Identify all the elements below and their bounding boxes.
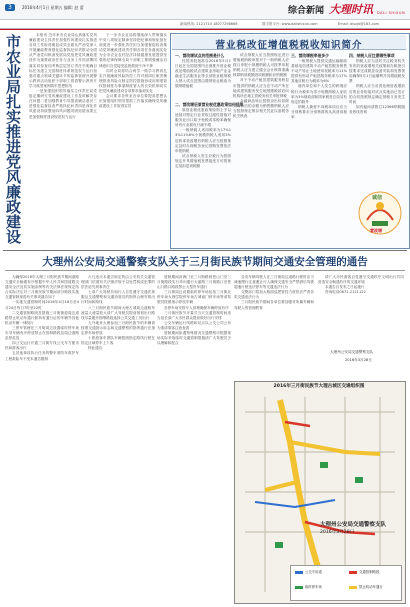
vat-section-heading: 二、营改增后原营业税优惠政策如何延续	[175, 102, 244, 107]
notice-column-2: 六凡违反本通告规定的由公安机关交通管理部门依照有关法律法规予以处罚构成犯罪的依法追究刑事责任 七请广大驾驶员和行人自觉遵守交通法规服从交通警察和交通协管员的指挥合理安排出行时间和路线 八三月街民族节期间大理古城周边道路车流量人流量较大请广大驾驶员提前规划出行路线尽量避开拥堵路段选择公共交通工具出行 九外地来大理参加三月街民族节的车辆请按照交通指示标志和交通警察的指挥通行在指定停车场停放 十旅游客车团队车辆按照指定路线行驶在指定区域停车上下客 特此通告	[81, 275, 155, 351]
email: Email: dlsxjb@163.com	[338, 22, 380, 26]
legend-swatch	[295, 571, 303, 574]
notice-signature-date: 2016年3月28日	[345, 358, 372, 362]
legend-swatch	[295, 586, 303, 589]
headline-vertical-wrap	[3, 34, 25, 244]
article-body-column-2: 下一步市农业局将继续深入贯彻落实中央八项规定精神坚持把纪律和规矩挺在前面进一步强化责任担当加强督促检查推动党风廉政建设责任制各项任务落到实处为全市农业农村经济持续健康发展提供坚强的纪律保障全局干部职工要增强廉洁自律意识自觉接受监督做到干净干事 同时全局将结合两学一做学习教育扎实开展廉政风险防控工作对照岗位职责梳理排查风险点制定防控措施形成用制度管权按制度办事靠制度管人的长效机制切实把党风廉政建设各项要求落到实处 会议要求各科室各单位要提高思想认识加强组织领导狠抓工作落实确保党风廉政建设工作取得实效	[99, 33, 167, 109]
notice-column-3: 管制期间洱海门至三月街路段苍山门至三月街路段实行单向通行大丽路三月街路口至苍山门路口路段禁止大型货车通行 三月街周边设置临时停车场包括三月街北停车场大理学院停车场古城南门停车场等请驾驶员按照指示停放车辆 各停车场安排专人管理确保车辆停放有序 三月街民族节开幕式当天交通管制时间适当延长请广大市民群众提前做好出行安排 公交车辆运行线路和站点以公交公司公布为准请乘客注意查看 管制期间如遇特殊情况交通警察可根据现场实际采取临时交通管制措施请广大驾驶员予以理解和配合	[157, 275, 231, 346]
map-caption: 2016年三月街民族节大理古城区交通组织图	[273, 384, 365, 389]
legend-item	[349, 584, 383, 589]
vat-text: 试点纳税人应当按照规定进行增值税纳税申报对于一般纳税人应按月申报小规模纳税人可按季申报纳税人应当建立健全会计核算准确核算销项税额进项税额和应纳税额 对于不动产租赁建筑服务跨县市提供的纳税人应当在不动产所在地或建筑服务发生地预缴税款后向机构所在地主管税务机关申报纳税 金融商品转让按照卖出价扣除买入价后的余额为销售额纳税人应当按照规定保存相关凭证以备税务机关核查	[233, 53, 289, 119]
logo-sub-label: 营改增	[370, 228, 382, 233]
map-date-label: 2016年3月28日	[320, 530, 355, 535]
map-org-label: 大理州公安局交通警察支队	[320, 522, 387, 528]
legend-swatch	[349, 571, 357, 574]
vat-section-heading: 三、营改增税率是多少	[291, 53, 329, 58]
header-rule	[0, 29, 410, 30]
headline-vertical: 市农业局扎实推进党风廉政建设	[4, 34, 22, 244]
vat-text: 经国务院批准自2016年5月1日起在全国范围内全面推开营业税改征增值税试点建筑业房地产业金融业生活服务业等全部营业税纳税人纳入试点范围由缴纳营业税改为缴纳增值税	[175, 59, 231, 89]
logo-label: 诚信	[372, 195, 383, 201]
newspaper-brand-english: DALI SHIXUN	[377, 11, 406, 15]
vat-section-heading: 一、营改增试点的范围是什么	[175, 53, 225, 58]
legend-swatch	[349, 586, 357, 589]
website: 数字报平台: www.dalishixun.com	[262, 22, 318, 26]
legend-item	[295, 584, 322, 589]
hotline: 新闻热线: 2121710 18077298666	[180, 22, 238, 26]
vat-text: 一般纳税人提供交通运输邮政基础电信建筑不动产租赁服务销售不动产转让土地使用权税率为11%提供有形动产租赁服务税率为17%其他应税行为税率为6% 境内单位和个人发生的跨境应税行为税率为零小规模纳税人征收率为3%财政部和国家税务总局另有规定的除外 纳税人兼营不同税率项目应当分别核算未分别核算的从高适用税率	[291, 59, 347, 120]
notice-column-1: 为确保2016年大理三月街民族节期间道路交通安全畅通有序根据中华人民共和国道路交通安全法及其实施条例等有关法律法规规定结合实际决定对三月街民族节期间部分路段实施交通管制现将有关事项通告如下 一实施交通管制时间2016年4月18日至4月24日每日7时至22时 二交通管制路段及措施三月街街道周边道路禁止机动车通行除持有通行证的车辆外其他机动车辆一律绕行 三停车管理在三月街周边设置临时停车场引导车辆有序停放禁止在管制路段及周边道路乱停乱放 四公交运行开通三月街专线公交车方便市民和游客出行 五其他事项执行任务的警车消防车救护车工程救险车不受本通告限制	[5, 275, 79, 361]
section-title: 综合新闻	[288, 6, 325, 16]
date-line: 2016年4月1日 星期五 编辑: 赵 蕾	[22, 5, 84, 10]
newspaper-brand: 大理时讯	[329, 3, 373, 16]
vat-text: 纳税人应当及时关注税务机关发布的营改增相关政策和办税指引按要求完成税控设备安装和发票领用确保5月1日起顺利开具增值税发票 纳税人应当妥善处理营改增前后的业务衔接对试点实施前已签订的合同按照规定确定纳税义务发生时间 如有疑问请拨打12366纳税服务热线咨询	[349, 59, 405, 114]
legend-item	[349, 569, 379, 574]
legend-label: 临时停车场	[305, 585, 322, 589]
notice-title: 大理州公安局交通警察支队关于三月街民族节期间交通安全管理的通告	[42, 256, 368, 268]
map-legend	[290, 565, 402, 601]
legend-label: 公交专用道	[305, 570, 322, 574]
legend-label: 禁止机动车通行	[359, 585, 383, 589]
section-divider	[3, 250, 407, 251]
notice-rule	[5, 270, 405, 271]
integrity-logo	[357, 190, 403, 236]
contact-bar	[0, 20, 410, 29]
legend-item	[295, 569, 322, 574]
notice-signature-org: 大理州公安局交通警察支队	[330, 350, 374, 354]
page-number: 3	[5, 4, 15, 11]
legend-label: 交通管制路段	[359, 570, 380, 574]
vat-section-heading: 四、纳税人应注意哪些事项	[349, 53, 395, 58]
notice-column-5: 请广大市民游客自觉遵守交通秩序文明出行共同营造安全畅通有序的交通环境 本通告自发布之日起施行 咨询电话0872-2121122	[318, 275, 404, 295]
notice-column-4: 各类车辆驾驶人在三月街周边道路行驶时应当减速慢行注意避让行人确保交通安全严禁酒后驾驶超速行驶违法停车等交通违法行为 交警部门将加大路面巡逻管控力度依法严查各类交通违法行为 三月街民族节期间各单位要加强对所属车辆和驾驶人的管理教育	[234, 275, 314, 310]
vat-title: 营业税改征增值税税收知识简介	[215, 40, 363, 51]
article-body-column-1: 本报讯 近年来市农业局认真落实党风廉政建设主体责任加强作风建设扎实推进各项工作取得明显成效全面从严治党深入开展廉政教育强化监督执纪问责推动全面从严治党向纵深发展局党组把党风廉政建设作为重要政治任务与业务工作同部署同落实同检查同考核层层签订责任书明确目标任务建立完善制度体系规范权力运行加强对重点领域关键环节的监督管理开展警示教育活动组织干部职工观看警示教育片学习典型案例筑牢思想防线 一是加强组织领导落实主体责任局党组定期研究党风廉政建设工作及时解决存在问题二是加强教育引导提高廉洁意识三是强化监督检查严格执纪问责四是深化作风建设持续整治四风问题巩固拓展成果五是加强制度建设规范权力运行	[29, 33, 97, 119]
vat-text: 原营业税优惠政策原则上予以延续对特定行业采取过渡性措施对服务业出口给予免税或零税率确保所有行业税负只减不增 一般纳税人适用税率为17%13%11%6%小规模纳税人适用3%征收率营改增后纳税人应当按照规定及时办理税务登记领购发票依法申报纳税 试点纳税人发生应税行为按照规定开具增值税发票接受方可按规定抵扣进项税额	[175, 108, 231, 169]
